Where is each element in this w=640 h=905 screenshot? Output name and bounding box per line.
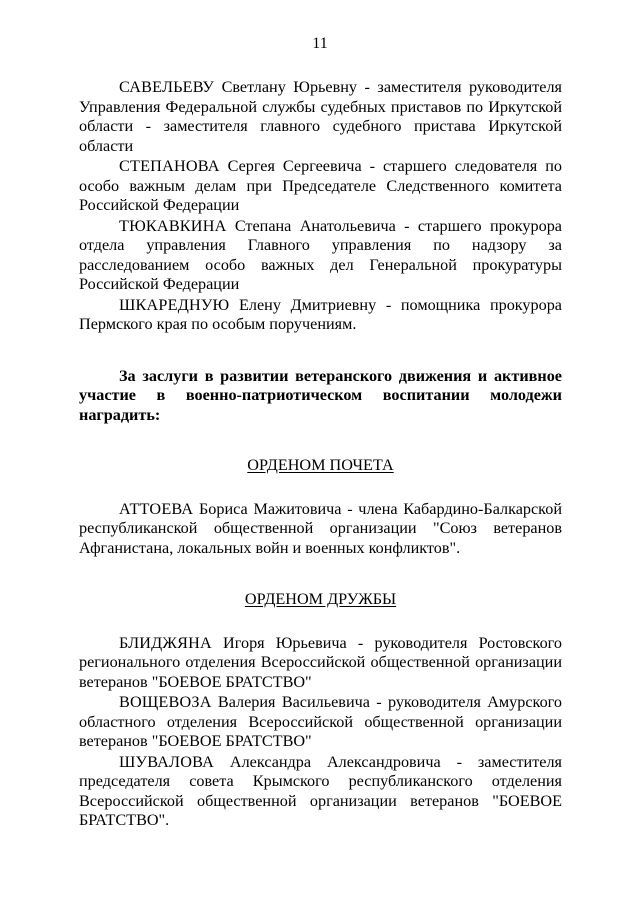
spacer: [79, 610, 562, 634]
document-body: [79, 78, 562, 832]
award-heading: За заслуги в развитии ветеранского движения и активное участие в военно-патриотическом воспитании молодежи наградить:: [79, 366, 562, 424]
awardee-details: Сергея Сергеевича - старшего следователя по особо важным делам при Председателе Следственного комитета Российской Федерации: [79, 157, 562, 214]
awardee-details: Александра Александровича - заместителя председателя совета Крымского республиканского отделения Всероссийской общественной организации ветеранов "БОЕВОЕ БРАТСТВО".: [79, 752, 562, 829]
awardee-entry: [79, 78, 562, 156]
awardee-surname: ШКАРЕДНУЮ: [119, 295, 230, 314]
awardee-entry: [79, 296, 562, 335]
awardee-details: Бориса Мажитовича - члена Кабардино-Балкарской республиканской общественной организации "Союз ветеранов Афганистана, локальных войн и военных конфликтов".: [79, 499, 562, 557]
awardee-details: Игоря Юрьевича - руководителя Ростовского регионального отделения Всероссийской общественной организации ветеранов "БОЕВОЕ БРАТСТВО": [79, 633, 562, 691]
order-friendship-list: [79, 634, 562, 831]
awardee-surname: БЛИДЖЯНА: [119, 633, 212, 652]
awardee-details: Светлану Юрьевну - заместителя руководителя Управления Федеральной службы судебных приставов по Иркутской области - заместителя главного судебного пристава Иркутской области: [79, 78, 562, 155]
awardee-surname: ВОЩЕВОЗА: [119, 693, 212, 711]
awardee-details: Валерия Васильевича - руководителя Амурского областного отделения Всероссийской общественной организации ветеранов "БОЕВОЕ БРАТСТВО": [79, 693, 562, 750]
spacer: [79, 336, 562, 367]
awardee-entry: [79, 753, 562, 831]
spacer: [79, 559, 562, 590]
spacer: [79, 425, 562, 456]
awardee-entry: [79, 693, 562, 752]
awardee-details: Степана Анатольевича - старшего прокурора отдела управления Главного управления по надзору за расследованием особо важных дел Генеральной прокуратуры Российской Федерации: [79, 216, 562, 293]
awardee-surname: САВЕЛЬЕВУ: [119, 78, 215, 96]
order-honor-list: [79, 500, 562, 559]
awardee-entry: [79, 500, 562, 559]
awardee-entry: [79, 217, 562, 295]
awardee-surname: ТЮКАВКИНА: [119, 216, 227, 235]
awardee-details: Елену Дмитриевну - помощника прокурора Пермского края по особым поручениям.: [79, 295, 562, 333]
awardee-entry: [79, 634, 562, 693]
awardee-surname: АТТОЕВА: [119, 499, 194, 518]
order-title-friendship: ОРДЕНОМ ДРУЖБЫ: [244, 590, 397, 608]
page-number: 11: [312, 35, 328, 52]
awardee-entry: [79, 157, 562, 216]
awardee-list-continued: [79, 78, 562, 335]
order-title-honor: ОРДЕНОМ ПОЧЕТА: [247, 456, 394, 474]
spacer: [79, 476, 562, 500]
awardee-surname: ШУВАЛОВА: [119, 752, 214, 771]
awardee-surname: СТЕПАНОВА: [119, 157, 220, 175]
